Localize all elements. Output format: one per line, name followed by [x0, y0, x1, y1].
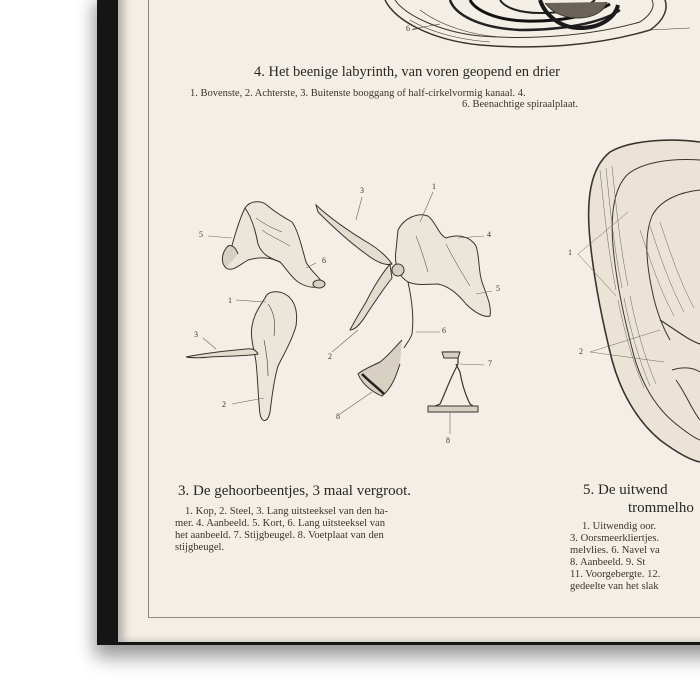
figure5-caption-line: 8. Aanbeeld. 9. St [570, 557, 646, 568]
figure5-caption-line: gedeelte van het slak [570, 581, 659, 592]
ossicle-label-3b: 3 [360, 186, 364, 195]
ossicle-label-8a: 8 [336, 412, 340, 421]
ossicle-label-5a: 5 [199, 230, 203, 239]
figure5-caption-line: melvlies. 6. Navel va [570, 545, 660, 556]
figure5-caption-line: 1. Uitwendig oor. [582, 521, 657, 532]
ossicle-label-1a: 1 [228, 296, 232, 305]
ossicle-label-3a: 3 [194, 330, 198, 339]
ossicle-label-6a: 6 [322, 256, 326, 265]
figure3-caption-line: mer. 4. Aanbeeld. 5. Kort, 6. Lang uitsteeksel van [175, 518, 386, 529]
ossicle-label-7: 7 [488, 359, 492, 368]
figure5-caption-line: 11. Voorgebergte. 12. [570, 569, 661, 580]
figure3-title: 3. De gehoorbeentjes, 3 maal vergroot. [178, 483, 411, 499]
figure5-caption-line: 3. Oorsmeerkliertjes. [570, 533, 660, 544]
ossicle-label-5b: 5 [496, 284, 500, 293]
ossicle-label-2a: 2 [222, 400, 226, 409]
figure4-caption-line2: 6. Beenachtige spiraalplaat. [462, 99, 579, 110]
ossicle-label-6b: 6 [442, 326, 446, 335]
ear-label-2: 2 [579, 347, 583, 356]
ossicle-label-8b: 8 [446, 436, 450, 445]
figure5-title-line1: 5. De uitwend [583, 482, 668, 498]
figure5-title-line2: trommelho [628, 500, 694, 516]
figure3-caption-line: het aanbeeld. 7. Stijgbeugel. 8. Voetplaat van den [175, 530, 384, 541]
ossicle-label-4: 4 [487, 230, 491, 239]
figure4-caption-line1: 1. Bovenste, 2. Achterste, 3. Buitenste booggang of half-cirkelvormig kanaal. 4. [190, 88, 526, 99]
figure5-caption [570, 521, 700, 593]
ossicle-label-2b: 2 [328, 352, 332, 361]
labyrinth-label-6: 6 [406, 24, 410, 33]
figure3-caption-line: 1. Kop, 2. Steel, 3. Lang uitsteeksel van den ha- [185, 506, 388, 517]
ear-label-1: 1 [568, 248, 572, 257]
ossicle-label-1b: 1 [432, 182, 436, 191]
figure4-title: 4. Het beenige labyrinth, van voren geopend en drier [254, 64, 561, 80]
figure3-caption-line: stijgbeugel. [175, 542, 225, 553]
